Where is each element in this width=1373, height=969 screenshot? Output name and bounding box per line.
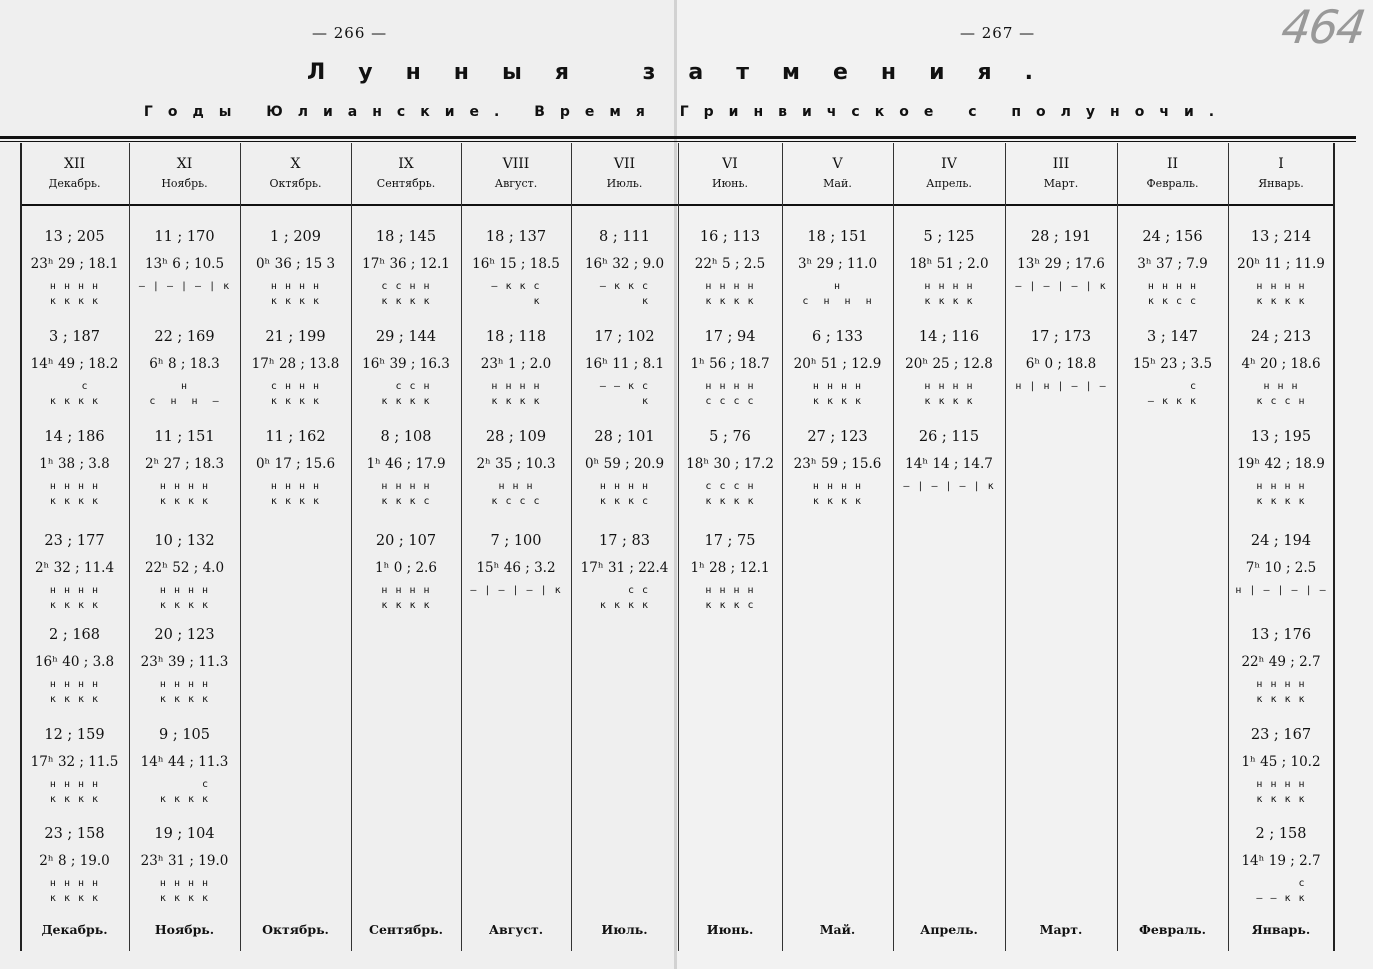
eclipse-time: 23ʰ 31 ; 19.0 (140, 853, 229, 869)
visibility-codes: н н н н к к к к (381, 585, 431, 611)
month-name: Август. (494, 177, 538, 190)
eclipse-entry (893, 428, 1005, 494)
visibility-codes: н н н н к к к к (159, 481, 210, 507)
eclipse-numbers: 28 ; 101 (594, 429, 655, 445)
month-footer: Март. (1039, 922, 1083, 937)
month-name: Декабрь. (48, 177, 101, 190)
visibility-codes: н н н н к к к к (49, 679, 100, 705)
month-roman: XII (63, 156, 86, 172)
eclipse-entry (240, 428, 351, 509)
eclipse-time: 17ʰ 31 ; 22.4 (580, 560, 669, 576)
visibility-codes: н н н н к к к к (924, 381, 974, 407)
eclipse-time: 0ʰ 36 ; 15 3 (255, 256, 336, 272)
eclipse-time: 6ʰ 0 ; 18.8 (1025, 356, 1097, 372)
month-roman: IX (398, 156, 414, 172)
visibility-codes: н с н н — (149, 381, 220, 407)
month-name: Июнь. (712, 177, 748, 190)
visibility-codes: н н н н к к к к (705, 281, 755, 307)
eclipse-entry (240, 328, 351, 409)
page-number-left: — 266 — (312, 24, 388, 42)
eclipse-time: 16ʰ 11 ; 8.1 (584, 356, 665, 372)
visibility-codes: — | — | — | к (1015, 281, 1107, 292)
eclipse-numbers: 17 ; 173 (1030, 329, 1092, 345)
eclipse-numbers: 18 ; 118 (485, 329, 547, 345)
month-roman: II (1166, 156, 1179, 172)
month-footer: Сентябрь. (369, 922, 443, 937)
page-title: Лунныя затмения. (306, 60, 1067, 85)
eclipse-time: 3ʰ 29 ; 11.0 (797, 256, 878, 272)
eclipse-entry (20, 825, 129, 906)
eclipse-time: 6ʰ 8 ; 18.3 (149, 356, 220, 372)
month-header (461, 154, 571, 194)
eclipse-entry (678, 228, 782, 309)
eclipse-time: 20ʰ 11 ; 11.9 (1237, 256, 1325, 272)
eclipse-time: 16ʰ 32 ; 9.0 (584, 256, 665, 272)
eclipse-numbers: 28 ; 109 (485, 429, 547, 445)
eclipse-entry (20, 726, 129, 807)
eclipse-numbers: 23 ; 177 (44, 533, 105, 549)
eclipse-time: 18ʰ 30 ; 17.2 (686, 456, 774, 472)
page-subtitle: Годы Юлианские. Время Гринвичское с полуночи. (143, 104, 1230, 120)
eclipse-numbers: 8 ; 108 (380, 429, 432, 445)
month-name: Октябрь. (269, 177, 322, 190)
visibility-codes: н н н н к к к к (1256, 281, 1306, 307)
eclipse-entry (1228, 825, 1334, 906)
visibility-codes: н н н н к к к к (159, 585, 210, 611)
eclipse-entry (461, 428, 571, 509)
eclipse-time: 23ʰ 59 ; 15.6 (793, 456, 882, 472)
eclipse-numbers: 14 ; 116 (918, 329, 980, 345)
visibility-codes: — | — | — | к (903, 481, 995, 492)
visibility-codes: с к к к к (49, 381, 100, 407)
eclipse-time: 17ʰ 32 ; 11.5 (30, 754, 119, 770)
eclipse-time: 15ʰ 46 ; 3.2 (476, 560, 556, 576)
visibility-codes: н с н н н (802, 281, 873, 307)
eclipse-entry (571, 228, 678, 309)
eclipse-entry (1228, 726, 1334, 807)
eclipse-entry (1228, 228, 1334, 309)
eclipse-numbers: 3 ; 147 (1146, 329, 1198, 345)
eclipse-entry (678, 328, 782, 409)
visibility-codes: н н н н к к к к (270, 281, 321, 307)
visibility-codes: — | — | — | к (138, 281, 231, 292)
eclipse-numbers: 10 ; 132 (154, 533, 215, 549)
month-roman: VIII (502, 156, 530, 172)
visibility-codes: с к к к к (159, 779, 210, 805)
month-roman: XI (176, 156, 193, 172)
visibility-codes: — к к с к (599, 281, 650, 307)
eclipse-time: 23ʰ 1 ; 2.0 (480, 356, 552, 372)
eclipse-numbers: 14 ; 186 (44, 429, 105, 445)
eclipse-numbers: 23 ; 158 (44, 826, 105, 842)
eclipse-time: 17ʰ 36 ; 12.1 (362, 256, 450, 272)
eclipse-entry (240, 228, 351, 309)
eclipse-time: 1ʰ 45 ; 10.2 (1241, 754, 1321, 770)
visibility-codes: н н н н к к к с (381, 481, 431, 507)
eclipse-time: 1ʰ 46 ; 17.9 (366, 456, 446, 472)
visibility-codes: н н н н к к к к (491, 381, 541, 407)
eclipse-time: 20ʰ 51 ; 12.9 (793, 356, 882, 372)
eclipse-time: 16ʰ 39 ; 16.3 (362, 356, 450, 372)
eclipse-time: 2ʰ 32 ; 11.4 (34, 560, 115, 576)
eclipse-numbers: 8 ; 111 (598, 229, 650, 245)
eclipse-numbers: 13 ; 205 (44, 229, 105, 245)
eclipse-entry (678, 428, 782, 509)
eclipse-entry (1228, 428, 1334, 509)
visibility-codes: н | н | — | — (1015, 381, 1107, 392)
month-name: Апрель. (926, 177, 972, 190)
month-name: Июль. (606, 177, 643, 190)
eclipse-numbers: 22 ; 169 (154, 329, 215, 345)
visibility-codes: н н н н к к к к (270, 481, 321, 507)
eclipse-entry (129, 228, 240, 294)
visibility-codes: н н н к с с н (1256, 381, 1306, 407)
eclipse-numbers: 19 ; 104 (154, 826, 215, 842)
eclipse-time: 0ʰ 59 ; 20.9 (584, 456, 665, 472)
eclipse-entry (571, 532, 678, 613)
eclipse-entry (678, 532, 782, 613)
month-name: Март. (1043, 177, 1079, 190)
visibility-codes: н н н н к к к с (599, 481, 650, 507)
month-footer: Февраль. (1139, 922, 1206, 937)
month-header (1005, 154, 1117, 194)
visibility-codes: с с н н к к к к (381, 281, 431, 307)
eclipse-entry (129, 328, 240, 409)
visibility-codes: н н н н к к к к (159, 878, 210, 904)
visibility-codes: н н н н к к к к (1256, 679, 1306, 705)
eclipse-time: 2ʰ 35 ; 10.3 (476, 456, 556, 472)
eclipse-time: 23ʰ 39 ; 11.3 (140, 654, 229, 670)
month-name: Ноябрь. (161, 177, 208, 190)
eclipse-numbers: 27 ; 123 (807, 429, 868, 445)
visibility-codes: н н н н к к к к (49, 878, 100, 904)
eclipse-entry (20, 428, 129, 509)
visibility-codes: с — — к к (1256, 878, 1306, 904)
eclipse-entry (351, 228, 461, 309)
eclipse-entry (20, 328, 129, 409)
visibility-codes: н н н н к к к к (49, 281, 100, 307)
eclipse-numbers: 26 ; 115 (918, 429, 980, 445)
month-name: Январь. (1258, 177, 1304, 190)
visibility-codes: н н н н к к к к (812, 481, 863, 507)
eclipse-numbers: 18 ; 145 (375, 229, 437, 245)
eclipse-numbers: 13 ; 195 (1250, 429, 1312, 445)
eclipse-numbers: 17 ; 102 (594, 329, 655, 345)
eclipse-entry (461, 328, 571, 409)
visibility-codes: н н н н к к к к (924, 281, 974, 307)
eclipse-time: 1ʰ 28 ; 12.1 (690, 560, 770, 576)
eclipse-numbers: 17 ; 94 (704, 329, 756, 345)
eclipse-entry (351, 428, 461, 509)
month-roman: V (832, 156, 843, 172)
eclipse-numbers: 20 ; 123 (154, 627, 215, 643)
eclipse-time: 3ʰ 37 ; 7.9 (1137, 256, 1208, 272)
eclipse-entry (893, 228, 1005, 309)
eclipse-numbers: 23 ; 167 (1250, 727, 1312, 743)
eclipse-entry (129, 626, 240, 707)
eclipse-entry (20, 532, 129, 613)
eclipse-entry (1117, 228, 1228, 309)
visibility-codes: н н н н с с с с (705, 381, 755, 407)
visibility-codes: — | — | — | к (470, 585, 562, 596)
eclipse-numbers: 9 ; 105 (158, 727, 210, 743)
eclipse-time: 2ʰ 8 ; 19.0 (39, 853, 110, 869)
month-roman: I (1278, 156, 1284, 172)
month-roman: III (1052, 156, 1070, 172)
eclipse-entry (571, 328, 678, 409)
visibility-codes: — — к с к (599, 381, 650, 407)
month-header (678, 154, 782, 194)
month-roman: VII (613, 156, 636, 172)
month-name: Сентябрь. (376, 177, 436, 190)
eclipse-entry (351, 532, 461, 613)
visibility-codes: н н н н к к к к (1256, 779, 1306, 805)
top-rule-thin (0, 141, 1356, 142)
eclipse-numbers: 24 ; 194 (1250, 533, 1312, 549)
month-footer: Январь. (1251, 922, 1311, 937)
eclipse-entry (129, 726, 240, 807)
eclipse-numbers: 17 ; 83 (598, 533, 650, 549)
eclipse-entry (461, 228, 571, 309)
top-rule-thick (0, 136, 1356, 139)
visibility-codes: с с к к к к (599, 585, 650, 611)
eclipse-time: 22ʰ 52 ; 4.0 (144, 560, 225, 576)
eclipse-numbers: 16 ; 113 (699, 229, 761, 245)
month-header (129, 154, 240, 194)
eclipse-time: 14ʰ 44 ; 11.3 (140, 754, 229, 770)
month-roman: X (290, 156, 301, 172)
eclipse-numbers: 18 ; 151 (807, 229, 868, 245)
month-header (351, 154, 461, 194)
month-footer: Ноябрь. (154, 922, 215, 937)
month-footer: Июнь. (706, 922, 754, 937)
eclipse-entry (782, 228, 893, 309)
eclipse-entry (1228, 626, 1334, 707)
month-header (1228, 154, 1334, 194)
eclipse-time: 14ʰ 14 ; 14.7 (905, 456, 993, 472)
eclipse-numbers: 18 ; 137 (485, 229, 547, 245)
eclipse-time: 0ʰ 17 ; 15.6 (255, 456, 336, 472)
eclipse-entry (129, 532, 240, 613)
visibility-codes: н н н н к к к к (812, 381, 863, 407)
eclipse-entry (461, 532, 571, 598)
eclipse-numbers: 12 ; 159 (44, 727, 105, 743)
eclipse-time: 7ʰ 10 ; 2.5 (1245, 560, 1317, 576)
visibility-codes: — к к с к (491, 281, 541, 307)
eclipse-numbers: 24 ; 156 (1142, 229, 1203, 245)
month-footer: Август. (488, 922, 544, 937)
eclipse-entry (129, 825, 240, 906)
month-header (782, 154, 893, 194)
eclipse-numbers: 13 ; 214 (1250, 229, 1312, 245)
eclipse-time: 22ʰ 5 ; 2.5 (694, 256, 766, 272)
eclipse-time: 17ʰ 28 ; 13.8 (251, 356, 340, 372)
eclipse-entry (129, 428, 240, 509)
eclipse-numbers: 6 ; 133 (811, 329, 863, 345)
eclipse-numbers: 3 ; 187 (48, 329, 100, 345)
eclipse-numbers: 1 ; 209 (269, 229, 321, 245)
visibility-codes: н н н н к к к к (49, 585, 100, 611)
eclipse-time: 16ʰ 40 ; 3.8 (34, 654, 115, 670)
handwritten-number: 464 (1278, 0, 1368, 54)
eclipse-entry (1005, 228, 1117, 294)
month-footer: Апрель. (920, 922, 978, 937)
visibility-codes: с с н к к к к (381, 381, 431, 407)
eclipse-entry (1228, 328, 1334, 409)
month-header (571, 154, 678, 194)
header-rule (20, 204, 1334, 206)
eclipse-numbers: 29 ; 144 (375, 329, 437, 345)
eclipse-time: 1ʰ 0 ; 2.6 (375, 560, 437, 576)
eclipse-entry (1228, 532, 1334, 598)
visibility-codes: с н н н к к к к (270, 381, 321, 407)
visibility-codes: н н н н к к к к (1256, 481, 1306, 507)
eclipse-entry (351, 328, 461, 409)
eclipse-time: 2ʰ 27 ; 18.3 (144, 456, 225, 472)
month-header (893, 154, 1005, 194)
eclipse-numbers: 11 ; 170 (154, 229, 215, 245)
eclipse-time: 19ʰ 42 ; 18.9 (1237, 456, 1325, 472)
month-name: Февраль. (1146, 177, 1199, 190)
eclipse-numbers: 24 ; 213 (1250, 329, 1312, 345)
eclipse-entry (20, 228, 129, 309)
eclipse-numbers: 20 ; 107 (375, 533, 437, 549)
month-footer: Июль. (601, 922, 648, 937)
month-footer: Май. (819, 922, 856, 937)
month-roman: VI (722, 156, 738, 172)
eclipse-numbers: 2 ; 168 (48, 627, 100, 643)
month-header (1117, 154, 1228, 194)
eclipse-time: 14ʰ 19 ; 2.7 (1241, 853, 1321, 869)
month-footer: Декабрь. (41, 922, 108, 937)
month-header (20, 154, 129, 194)
eclipse-numbers: 11 ; 162 (265, 429, 326, 445)
visibility-codes: н н н н к к к к (159, 679, 210, 705)
month-header (240, 154, 351, 194)
page-number-right: — 267 — (960, 24, 1036, 42)
eclipse-numbers: 13 ; 176 (1250, 627, 1312, 643)
eclipse-numbers: 2 ; 158 (1255, 826, 1307, 842)
visibility-codes: с — к к к (1147, 381, 1198, 407)
eclipse-time: 13ʰ 6 ; 10.5 (144, 256, 225, 272)
eclipse-time: 22ʰ 49 ; 2.7 (1241, 654, 1321, 670)
eclipse-numbers: 7 ; 100 (490, 533, 542, 549)
visibility-codes: н н н н к к к к (49, 779, 100, 805)
eclipse-time: 14ʰ 49 ; 18.2 (30, 356, 119, 372)
eclipse-numbers: 28 ; 191 (1030, 229, 1092, 245)
eclipse-numbers: 21 ; 199 (265, 329, 326, 345)
month-footer: Октябрь. (262, 922, 329, 937)
month-roman: IV (941, 156, 957, 172)
eclipse-numbers: 5 ; 76 (709, 429, 751, 445)
eclipse-numbers: 11 ; 151 (154, 429, 215, 445)
eclipse-time: 18ʰ 51 ; 2.0 (909, 256, 989, 272)
eclipse-numbers: 5 ; 125 (923, 229, 975, 245)
eclipse-entry (782, 428, 893, 509)
eclipse-time: 13ʰ 29 ; 17.6 (1017, 256, 1105, 272)
eclipse-entry (782, 328, 893, 409)
visibility-codes: н н н н к к с с (1147, 281, 1198, 307)
eclipse-time: 15ʰ 23 ; 3.5 (1132, 356, 1213, 372)
eclipse-time: 4ʰ 20 ; 18.6 (1241, 356, 1321, 372)
eclipse-entry (20, 626, 129, 707)
eclipse-entry (571, 428, 678, 509)
eclipse-numbers: 17 ; 75 (704, 533, 756, 549)
eclipse-entry (893, 328, 1005, 409)
month-name: Май. (823, 177, 852, 190)
eclipse-time: 1ʰ 56 ; 18.7 (690, 356, 770, 372)
eclipse-time: 16ʰ 15 ; 18.5 (472, 256, 560, 272)
visibility-codes: с с с н к к к к (705, 481, 755, 507)
eclipse-time: 20ʰ 25 ; 12.8 (905, 356, 993, 372)
visibility-codes: н | — | — | — (1235, 585, 1327, 596)
eclipse-time: 1ʰ 38 ; 3.8 (39, 456, 110, 472)
visibility-codes: н н н н к к к к (49, 481, 100, 507)
visibility-codes: н н н н к к к с (705, 585, 755, 611)
eclipse-entry (1117, 328, 1228, 409)
visibility-codes: н н н к с с с (491, 481, 541, 507)
eclipse-time: 23ʰ 29 ; 18.1 (30, 256, 119, 272)
eclipse-entry (1005, 328, 1117, 394)
